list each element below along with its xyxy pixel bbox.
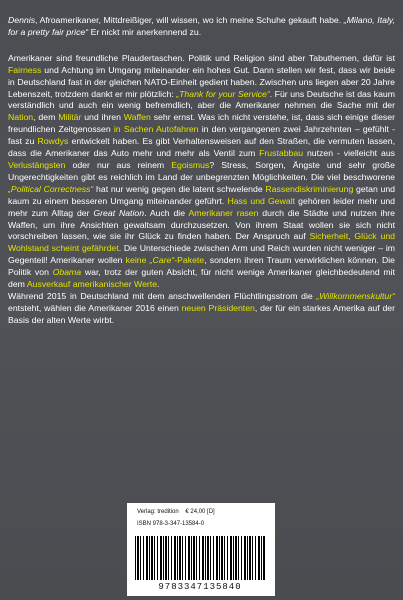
paragraph-gap bbox=[8, 39, 395, 53]
highlight-keine: keine bbox=[125, 255, 150, 266]
highlight-neuen-praesidenten: neuen Präsidenten bbox=[181, 302, 255, 313]
highlight-pakete: -Pakete bbox=[174, 255, 205, 266]
highlight-care: „Care“ bbox=[149, 255, 175, 266]
intro-paragraph: Dennis, Afroamerikaner, Mittdreißiger, will wissen, wo ich meine Schuhe gekauft habe. „Milano, Italy, for a pretty fair price“ Er nickt mir anerkennend zu. bbox=[8, 15, 396, 37]
final-paragraph: Während 2015 in Deutschland mit dem anschwellenden Flüchtlingsstrom die „Willkommenskultur“ entsteht, wählen die Amerikaner 2016 einen neuen Präsidenten, der für ein starkes Amerika auf der Basis der alten Werte wirbt. bbox=[8, 290, 395, 325]
highlight-egoismus: Egoismus bbox=[171, 159, 210, 170]
publisher-price-line bbox=[137, 509, 215, 515]
highlight-thank-for-service: „Thank for your Service“ bbox=[176, 88, 270, 99]
barcode-digits: 9783347135840 bbox=[158, 582, 242, 592]
barcode-bars bbox=[135, 536, 265, 580]
highlight-autofahren: in Sachen Autofahren bbox=[113, 124, 199, 135]
barcode-box bbox=[127, 503, 275, 596]
main-paragraph: Amerikaner sind freundliche Plaudertaschen. Politik und Religion sind aber Tabuthemen, dafür ist Fairness und Achtung im Umgang miteinander ein hohes Gut. Dann stellen wir fest, dass wir beide in Deutschland fast in der gleichen NATO-Einheit gedient haben. Zwischen uns liegen aber 20 Jahre Lebenszeit, trotzdem dankt er mir plötzlich: „Thank for your Service“. Für uns Deutsche ist das kaum verständlich und auch ein wenig befremdlich, aber die Amerikaner nehmen die Sache mit der Nation, dem Militär und ihren Waffen sehr ernst. Was ich nicht verstehe, ist, dass sich einige dieser freundlichen Zeitgenossen in Sachen Autofahren in den vergangenen zwei Jahrzehnten – gefühlt - fast zu Rowdys entwickelt haben. Es gibt Verhaltensweisen auf den Straßen, die vermuten lassen, dass die Amerikaner das Auto mehr und mehr als Ventil zum Frustabbau nutzen - vielleicht aus Verlustängsten oder nur aus reinem Egoismus? Stress, Sorgen, Ängste und sehr große Ungerechtigkeiten gibt es reichlich im Land der unbegrenzten Möglichkeiten. Die viel beschworene „Political Correctness“ hat nur wenig gegen die latent schwelende Rassendiskriminierung getan und kaum zu einem besseren Umgang miteinander geführt. Hass und Gewalt gehören leider mehr und mehr zum Alltag der Great Nation. Auch die Amerikaner rasen durch die Städte und nutzen ihre Waffen, um ihre Ansichten gewaltsam durchzusetzen. Von ihrem Staat wollen sie sich nicht vorschreiben lassen, wie sie ihr Glück zu finden haben. Der Anspruch auf Sicherheit, Glück und Wohlstand scheint gefährdet. Die Unterschiede zwischen Arm und Reich wurden nicht weniger – im Gegenteil! Amerikaner wollen keine „Care“-Pakete, sondern ihren Traum verwirklichen können. Die Politik von Obama war, trotz der guten Absicht, für nicht wenige Amerikaner gleichbedeutend mit dem Ausverkauf amerikanischer Werte. bbox=[8, 52, 396, 290]
highlight-amerikaner-rasen: Amerikaner rasen bbox=[188, 207, 259, 218]
highlight-fairness: Fairness bbox=[8, 64, 42, 75]
name-dennis: Dennis bbox=[8, 15, 36, 25]
highlight-willkommenskultur: „Willkommenskultur“ bbox=[316, 290, 395, 301]
highlight-frustabbau: Frustabbau bbox=[259, 148, 304, 159]
highlight-political-correctness: „Political Correctness“ bbox=[8, 183, 94, 194]
highlight-nation: Nation bbox=[8, 112, 34, 123]
highlight-rassendiskriminierung: Rassendiskriminierung bbox=[265, 183, 354, 194]
blurb-text bbox=[8, 15, 395, 327]
highlight-waffen: Waffen bbox=[123, 112, 151, 123]
highlight-sicherheit: Sicherheit, Glück und Wohlstand scheint gefährdet bbox=[8, 231, 395, 254]
highlight-ausverkauf: Ausverkauf amerikanischer Werte bbox=[26, 279, 158, 290]
highlight-obama: Obama bbox=[52, 267, 82, 278]
isbn-label: ISBN 978-3-347-13584-0 bbox=[137, 521, 205, 527]
quote: „Milano, Italy, for a pretty fair price“ bbox=[8, 15, 396, 37]
publisher-label: Verlag: tredition bbox=[137, 509, 179, 515]
price-label: € 24,00 [D] bbox=[185, 509, 215, 515]
great-nation: Great Nation bbox=[93, 207, 145, 218]
highlight-verlustaengsten: Verlustängsten bbox=[8, 159, 66, 170]
highlight-hass-gewalt: Hass und Gewalt bbox=[227, 195, 296, 206]
highlight-militaer: Militär bbox=[58, 112, 82, 123]
highlight-rowdys: Rowdys bbox=[37, 136, 69, 147]
